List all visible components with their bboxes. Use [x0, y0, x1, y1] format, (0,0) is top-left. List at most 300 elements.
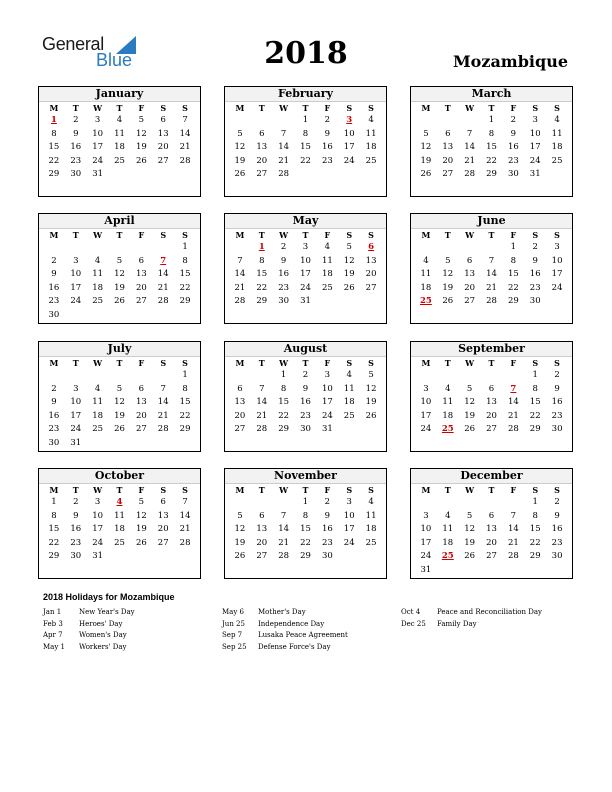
holiday-row — [222, 607, 402, 619]
weekday-label: W — [279, 358, 289, 368]
weekday-label: W — [465, 230, 475, 240]
day-cell: 21 — [256, 410, 268, 421]
day-cell: 28 — [157, 424, 169, 435]
day-cell: 18 — [343, 397, 355, 408]
weekday-label: T — [444, 103, 451, 113]
day-cell: 15 — [179, 397, 191, 408]
day-cell: 15 — [278, 397, 290, 408]
day-cell: 18 — [321, 269, 333, 280]
day-cell: 1 — [302, 497, 309, 507]
holiday-date-label: Feb 3 — [43, 619, 63, 628]
day-cell: 1 — [51, 497, 57, 507]
day-cell: 25 — [321, 282, 333, 293]
day-cell: 28 — [179, 537, 191, 548]
day-cell: 19 — [114, 282, 125, 293]
day-cell: 10 — [551, 255, 563, 266]
weekday-label: S — [532, 358, 539, 368]
month-april — [38, 213, 201, 324]
weekday-label: M — [235, 485, 245, 495]
day-cell: 27 — [256, 169, 268, 180]
holiday-date: 1 — [50, 115, 57, 125]
day-cell: 31 — [92, 551, 104, 562]
day-cell: 22 — [179, 282, 191, 293]
holiday-date-label: May 6 — [222, 608, 244, 616]
day-cell: 1 — [532, 370, 538, 380]
holiday-row — [222, 619, 402, 631]
day-cell: 20 — [256, 155, 268, 166]
day-cell: 29 — [256, 296, 268, 307]
day-cell: 4 — [94, 255, 101, 266]
empty-cell — [481, 241, 503, 255]
weekday-label: S — [532, 230, 539, 240]
day-cell: 16 — [70, 524, 82, 535]
empty-cell — [152, 241, 174, 255]
day-cell: 26 — [234, 169, 246, 180]
day-cell: 31 — [92, 169, 104, 180]
day-cell: 12 — [365, 383, 377, 394]
day-cell: 28 — [464, 169, 476, 180]
day-cell: 26 — [464, 551, 476, 562]
day-cell: 21 — [507, 537, 519, 548]
month-title: December — [411, 469, 572, 484]
day-cell: 23 — [70, 155, 82, 166]
holiday-column — [222, 607, 402, 653]
weekday-label: S — [182, 103, 188, 113]
empty-cell — [109, 241, 131, 255]
holiday-name: Mother's Day — [258, 608, 306, 616]
day-cell: 9 — [324, 128, 331, 139]
month-november — [224, 468, 387, 579]
day-cell: 11 — [114, 510, 125, 521]
day-cell: 6 — [138, 255, 145, 266]
day-cell: 2 — [554, 497, 560, 507]
weekday-label: T — [116, 103, 123, 113]
empty-cell — [437, 114, 459, 128]
month-title: November — [225, 469, 386, 484]
day-cell: 9 — [302, 383, 309, 394]
day-cell: 25 — [114, 155, 125, 166]
day-cell: 12 — [464, 524, 476, 535]
day-cell: 21 — [234, 282, 246, 293]
day-cell: 8 — [182, 383, 188, 394]
empty-cell — [130, 241, 152, 255]
weekday-label: T — [488, 358, 495, 368]
day-cell: 29 — [179, 424, 191, 435]
day-cell: 25 — [365, 155, 377, 166]
day-cell: 6 — [488, 383, 495, 394]
weekday-label: T — [116, 358, 123, 368]
day-cell: 4 — [554, 115, 560, 125]
day-cell: 8 — [488, 128, 495, 139]
day-cell: 11 — [92, 269, 104, 280]
day-cell: 11 — [365, 510, 377, 521]
day-cell: 4 — [445, 383, 451, 394]
day-cell: 11 — [442, 397, 454, 408]
month-march — [410, 86, 573, 197]
empty-cell — [130, 369, 152, 383]
empty-cell — [481, 369, 503, 383]
day-cell: 22 — [278, 410, 290, 421]
empty-cell — [415, 369, 437, 383]
day-cell: 30 — [321, 551, 333, 562]
day-cell: 16 — [321, 142, 333, 153]
day-cell: 15 — [529, 397, 541, 408]
day-cell: 9 — [51, 397, 57, 408]
day-cell: 11 — [420, 269, 432, 280]
empty-cell — [229, 496, 251, 510]
day-cell: 25 — [365, 537, 377, 548]
weekday-label: M — [421, 230, 431, 240]
holiday-date: 25 — [441, 424, 454, 435]
day-cell: 6 — [259, 510, 265, 521]
weekday-label: F — [138, 103, 145, 113]
empty-cell — [459, 114, 481, 128]
empty-cell — [502, 496, 524, 510]
day-cell: 17 — [343, 524, 355, 535]
weekday-label: F — [138, 485, 145, 495]
day-cell: 18 — [92, 282, 104, 293]
day-cell: 23 — [321, 537, 333, 548]
day-cell: 18 — [442, 410, 454, 421]
day-cell: 5 — [237, 128, 243, 139]
holiday-date-label: Jun 25 — [222, 619, 245, 628]
day-cell: 24 — [529, 155, 541, 166]
day-cell: 18 — [92, 410, 104, 421]
day-cell: 19 — [464, 410, 476, 421]
day-cell: 17 — [420, 537, 432, 548]
day-cell: 14 — [507, 397, 519, 408]
day-cell: 15 — [48, 524, 60, 535]
day-cell: 28 — [278, 169, 290, 180]
weekday-label: W — [279, 103, 289, 113]
weekday-label: T — [488, 485, 495, 495]
month-title: July — [39, 342, 200, 357]
weekday-label: M — [235, 358, 245, 368]
day-cell: 22 — [486, 155, 497, 166]
weekday-label: T — [258, 103, 265, 113]
weekday-label: S — [368, 230, 374, 240]
holiday-name: Lusaka Peace Agreement — [258, 631, 348, 639]
day-cell: 10 — [529, 128, 541, 139]
day-cell: 31 — [420, 564, 432, 575]
empty-cell — [273, 496, 295, 510]
day-cell: 17 — [92, 142, 104, 153]
weekday-label: T — [72, 358, 79, 368]
day-cell: 19 — [234, 155, 246, 166]
day-cell: 18 — [114, 142, 125, 153]
day-cell: 8 — [51, 510, 57, 521]
day-cell: 20 — [157, 524, 169, 535]
day-cell: 21 — [179, 524, 191, 535]
weekday-label: T — [258, 230, 265, 240]
day-cell: 4 — [368, 497, 374, 507]
day-cell: 12 — [135, 128, 147, 139]
day-cell: 8 — [302, 128, 309, 139]
day-cell: 8 — [532, 510, 538, 521]
day-cell: 12 — [234, 524, 246, 535]
day-cell: 1 — [182, 242, 188, 252]
weekday-label: W — [93, 103, 103, 113]
day-cell: 13 — [464, 269, 476, 280]
day-cell: 17 — [420, 410, 432, 421]
day-cell: 1 — [510, 242, 517, 252]
empty-cell — [43, 369, 65, 383]
day-cell: 21 — [486, 282, 497, 293]
month-september — [410, 341, 573, 452]
day-cell: 15 — [256, 269, 268, 280]
weekday-label: M — [49, 358, 59, 368]
day-cell: 27 — [486, 424, 497, 435]
day-cell: 15 — [507, 269, 519, 280]
logo-word-blue: Blue — [96, 50, 133, 70]
day-cell: 10 — [92, 510, 104, 521]
holiday-column — [401, 607, 581, 630]
day-cell: 4 — [324, 242, 331, 252]
day-cell: 14 — [157, 397, 169, 408]
weekday-label: T — [72, 103, 79, 113]
holiday-date: 1 — [258, 242, 265, 252]
day-cell: 2 — [51, 255, 57, 266]
day-grid — [411, 229, 572, 309]
day-cell: 23 — [48, 424, 60, 435]
empty-cell — [437, 496, 459, 510]
weekday-label: M — [49, 485, 59, 495]
day-cell: 31 — [70, 437, 82, 448]
day-cell: 4 — [423, 255, 429, 266]
day-cell: 9 — [73, 510, 79, 521]
day-cell: 7 — [466, 128, 473, 139]
day-cell: 10 — [70, 269, 82, 280]
day-cell: 3 — [73, 255, 79, 266]
weekday-label: F — [324, 485, 331, 495]
weekday-label: S — [554, 103, 560, 113]
day-cell: 8 — [510, 255, 517, 266]
day-cell: 14 — [507, 524, 519, 535]
day-cell: 6 — [445, 128, 451, 139]
day-cell: 11 — [114, 128, 125, 139]
day-cell: 20 — [442, 155, 454, 166]
weekday-label: F — [324, 230, 331, 240]
weekday-label: S — [554, 358, 560, 368]
day-cell: 2 — [532, 242, 538, 252]
day-cell: 5 — [466, 383, 473, 394]
weekday-label: W — [465, 103, 475, 113]
day-cell: 7 — [488, 255, 495, 266]
day-cell: 18 — [442, 537, 454, 548]
day-cell: 24 — [92, 155, 104, 166]
day-cell: 14 — [256, 397, 268, 408]
day-cell: 13 — [486, 397, 497, 408]
day-cell: 21 — [278, 537, 290, 548]
day-cell: 11 — [442, 524, 454, 535]
weekday-label: W — [465, 358, 475, 368]
day-cell: 12 — [464, 397, 476, 408]
day-cell: 12 — [135, 510, 147, 521]
day-cell: 31 — [529, 169, 541, 180]
day-cell: 30 — [551, 424, 563, 435]
weekday-label: T — [72, 230, 79, 240]
day-cell: 29 — [278, 424, 290, 435]
day-cell: 8 — [182, 255, 188, 266]
day-cell: 19 — [442, 282, 454, 293]
day-cell: 4 — [368, 115, 374, 125]
day-cell: 7 — [280, 510, 287, 521]
empty-cell — [65, 369, 87, 383]
day-cell: 10 — [92, 128, 104, 139]
day-cell: 1 — [532, 497, 538, 507]
day-cell: 17 — [321, 397, 333, 408]
month-may — [224, 213, 387, 324]
day-cell: 26 — [135, 155, 147, 166]
day-cell: 10 — [420, 397, 432, 408]
day-cell: 17 — [70, 282, 82, 293]
day-cell: 28 — [507, 551, 519, 562]
day-cell: 26 — [442, 296, 454, 307]
day-cell: 22 — [48, 155, 60, 166]
day-grid — [225, 102, 386, 182]
day-cell: 21 — [157, 282, 169, 293]
day-cell: 26 — [135, 537, 147, 548]
day-cell: 15 — [48, 142, 60, 153]
day-cell: 31 — [300, 296, 311, 307]
month-title: August — [225, 342, 386, 357]
day-cell: 25 — [92, 296, 104, 307]
day-cell: 20 — [157, 142, 169, 153]
weekday-label: F — [510, 485, 517, 495]
holiday-row — [43, 642, 223, 654]
country-name: Mozambique — [452, 52, 568, 71]
day-cell: 23 — [551, 410, 563, 421]
day-cell: 24 — [343, 537, 355, 548]
day-cell: 5 — [423, 128, 429, 139]
day-cell: 6 — [259, 128, 265, 139]
day-cell: 12 — [114, 269, 125, 280]
day-cell: 30 — [507, 169, 519, 180]
holiday-name: Defense Force's Day — [258, 642, 331, 651]
weekday-label: F — [138, 358, 145, 368]
month-february — [224, 86, 387, 197]
day-cell: 18 — [551, 142, 563, 153]
empty-cell — [459, 241, 481, 255]
holiday-name: New Year's Day — [79, 608, 135, 616]
month-title: April — [39, 214, 200, 229]
day-cell: 22 — [179, 410, 191, 421]
day-cell: 18 — [420, 282, 432, 293]
day-cell: 27 — [442, 169, 454, 180]
day-cell: 23 — [278, 282, 290, 293]
weekday-label: S — [182, 230, 188, 240]
month-title: March — [411, 87, 572, 102]
empty-cell — [437, 241, 459, 255]
day-cell: 20 — [486, 410, 497, 421]
day-cell: 10 — [70, 397, 82, 408]
day-cell: 2 — [73, 497, 79, 507]
day-cell: 20 — [234, 410, 246, 421]
day-cell: 30 — [48, 309, 60, 320]
day-cell: 27 — [234, 424, 246, 435]
day-cell: 26 — [420, 169, 432, 180]
day-cell: 14 — [179, 128, 191, 139]
day-cell: 23 — [529, 282, 541, 293]
weekday-label: T — [488, 103, 495, 113]
day-cell: 1 — [488, 115, 495, 125]
day-cell: 5 — [346, 242, 352, 252]
month-title: January — [39, 87, 200, 102]
day-cell: 22 — [256, 282, 268, 293]
day-cell: 2 — [324, 497, 331, 507]
empty-cell — [415, 496, 437, 510]
day-grid — [225, 484, 386, 564]
empty-cell — [87, 369, 109, 383]
day-cell: 9 — [532, 255, 538, 266]
day-cell: 13 — [135, 269, 147, 280]
day-cell: 9 — [554, 510, 560, 521]
day-cell: 16 — [551, 524, 563, 535]
month-december — [410, 468, 573, 579]
holiday-row — [222, 642, 402, 654]
holiday-name: Peace and Reconciliation Day — [437, 608, 542, 616]
day-cell: 25 — [114, 537, 125, 548]
day-cell: 3 — [73, 383, 79, 394]
day-cell: 20 — [135, 282, 147, 293]
day-cell: 10 — [300, 255, 311, 266]
day-cell: 26 — [365, 410, 377, 421]
day-cell: 13 — [157, 510, 169, 521]
day-cell: 2 — [324, 115, 331, 125]
holiday-name: Heroes' Day — [79, 619, 123, 628]
day-cell: 25 — [92, 424, 104, 435]
day-cell: 24 — [70, 424, 82, 435]
empty-cell — [65, 241, 87, 255]
empty-cell — [251, 114, 273, 128]
logo-word-general: General — [42, 34, 104, 54]
day-cell: 14 — [486, 269, 497, 280]
day-cell: 3 — [94, 115, 101, 125]
weekday-label: M — [421, 103, 431, 113]
day-cell: 26 — [234, 551, 246, 562]
day-cell: 2 — [280, 242, 287, 252]
day-cell: 14 — [278, 142, 290, 153]
day-cell: 5 — [138, 497, 145, 507]
day-cell: 24 — [420, 424, 432, 435]
day-cell: 20 — [365, 269, 377, 280]
day-cell: 16 — [529, 269, 541, 280]
holiday-name: Family Day — [437, 619, 477, 628]
day-cell: 24 — [300, 282, 311, 293]
day-cell: 13 — [157, 128, 169, 139]
day-cell: 16 — [551, 397, 563, 408]
day-cell: 13 — [256, 524, 268, 535]
empty-cell — [229, 369, 251, 383]
day-grid — [225, 229, 386, 309]
empty-cell — [152, 369, 174, 383]
weekday-label: S — [346, 358, 353, 368]
holiday-row — [43, 630, 223, 642]
calendar-year: 2018 — [264, 36, 348, 71]
day-cell: 30 — [300, 424, 311, 435]
day-cell: 15 — [300, 524, 311, 535]
holiday-date-label: Dec 25 — [401, 619, 426, 628]
day-cell: 17 — [551, 269, 563, 280]
day-cell: 6 — [488, 510, 495, 521]
weekday-label: W — [279, 230, 289, 240]
weekday-label: W — [93, 485, 103, 495]
day-cell: 16 — [70, 142, 82, 153]
empty-cell — [481, 496, 503, 510]
empty-cell — [87, 241, 109, 255]
day-cell: 11 — [551, 128, 563, 139]
month-title: October — [39, 469, 200, 484]
